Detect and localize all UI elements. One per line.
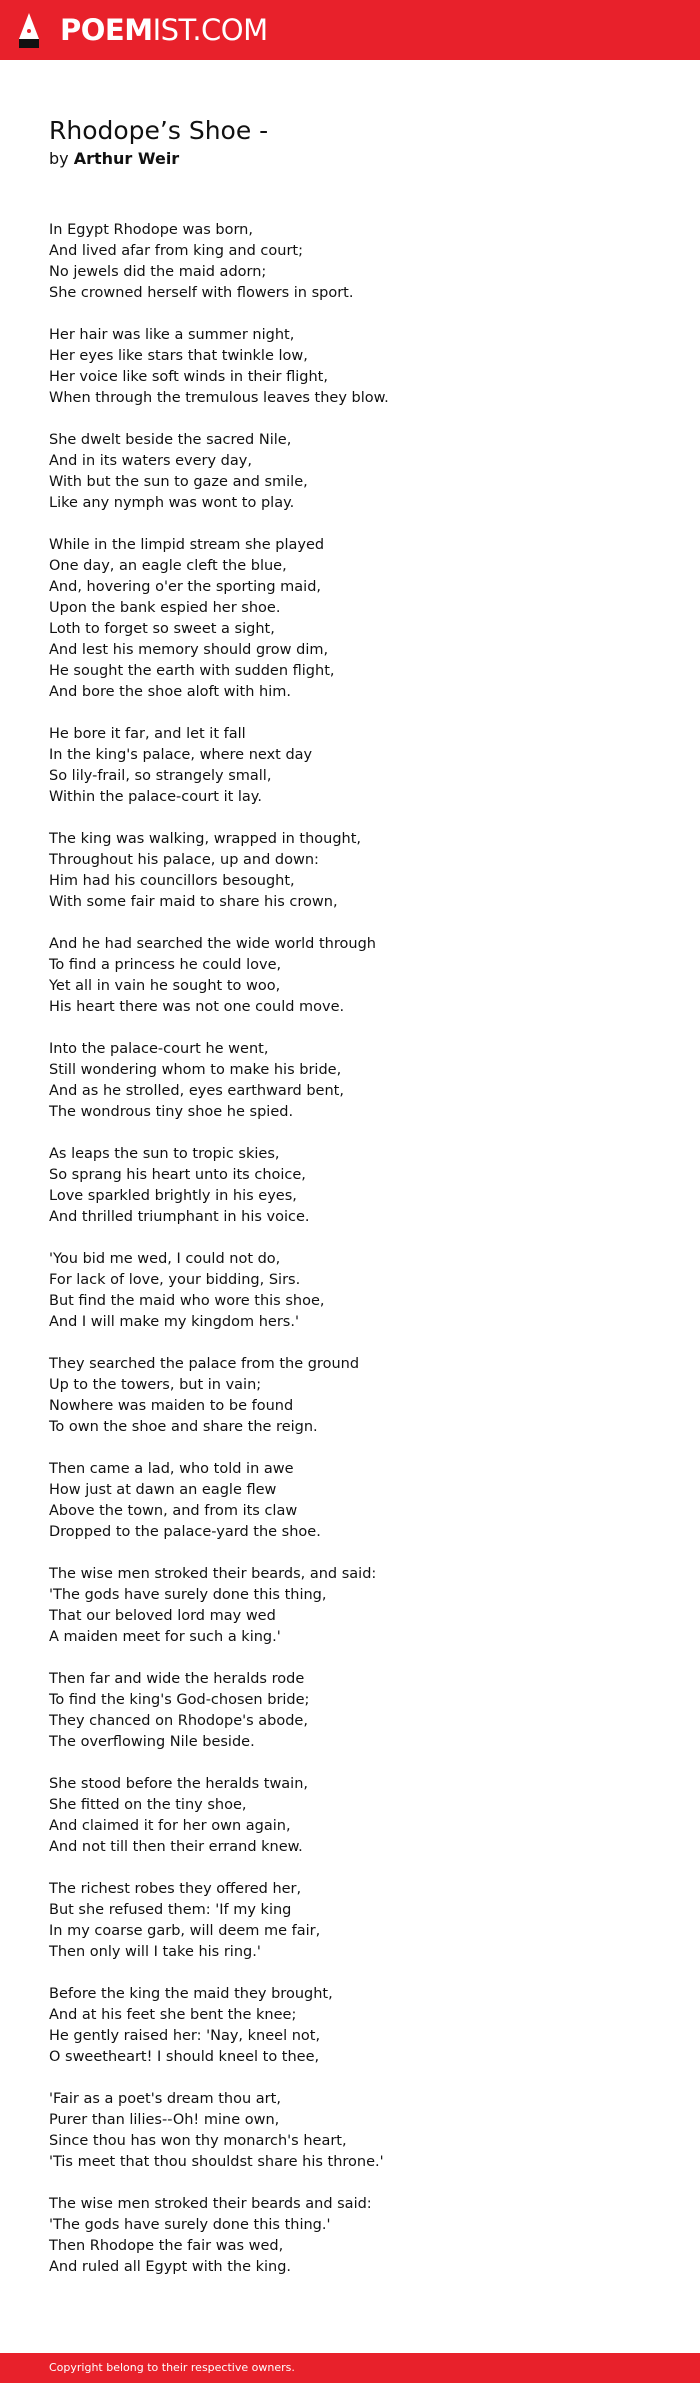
poem-body — [49, 220, 669, 2299]
poem-line: In my coarse garb, will deem me fair, — [49, 1923, 321, 1939]
poem-line: And not till then their errand knew. — [49, 1839, 303, 1855]
stanza — [49, 1669, 669, 1753]
logo-light-text: IST.COM — [152, 13, 268, 47]
stanza — [49, 2194, 669, 2278]
poem-line: Before the king the maid they brought, — [49, 1986, 333, 2002]
pen-nib-icon — [18, 12, 40, 48]
poem-line: 'The gods have surely done this thing, — [49, 1587, 327, 1603]
stanza — [49, 430, 669, 514]
stanza — [49, 829, 669, 913]
poem-line: His heart there was not one could move. — [49, 999, 345, 1015]
poem-line: But find the maid who wore this shoe, — [49, 1293, 325, 1309]
site-footer — [0, 2353, 700, 2383]
poem-line: In the king's palace, where next day — [49, 747, 313, 763]
poem-line: No jewels did the maid adorn; — [49, 264, 267, 280]
poem-line: Like any nymph was wont to play. — [49, 495, 295, 511]
poem-line: Above the town, and from its claw — [49, 1503, 298, 1519]
poem-line: As leaps the sun to tropic skies, — [49, 1146, 280, 1162]
poem-line: Him had his councillors besought, — [49, 873, 295, 889]
stanza — [49, 325, 669, 409]
poem-line: How just at dawn an eagle flew — [49, 1482, 277, 1498]
poem-line: She dwelt beside the sacred Nile, — [49, 432, 292, 448]
poem-line: Love sparkled brightly in his eyes, — [49, 1188, 297, 1204]
poem-title: Rhodope’s Shoe - — [49, 116, 269, 145]
stanza — [49, 724, 669, 808]
poem-line: And, hovering o'er the sporting maid, — [49, 579, 322, 595]
poem-line: And as he strolled, eyes earthward bent, — [49, 1083, 344, 1099]
poem-line: And lest his memory should grow dim, — [49, 642, 329, 658]
poem-line: In Egypt Rhodope was born, — [49, 222, 253, 238]
stanza — [49, 1879, 669, 1963]
poem-line: And I will make my kingdom hers.' — [49, 1314, 299, 1330]
poem-line: She fitted on the tiny shoe, — [49, 1797, 247, 1813]
poem-line: He sought the earth with sudden flight, — [49, 663, 335, 679]
poem-line: And thrilled triumphant in his voice. — [49, 1209, 310, 1225]
stanza — [49, 1144, 669, 1228]
poem-line: They chanced on Rhodope's abode, — [49, 1713, 308, 1729]
site-logo[interactable] — [60, 12, 268, 48]
poem-line: Her voice like soft winds in their flight, — [49, 369, 328, 385]
stanza — [49, 220, 669, 304]
byline — [49, 148, 179, 170]
poem-line: Then Rhodope the fair was wed, — [49, 2238, 284, 2254]
poem-line: With but the sun to gaze and smile, — [49, 474, 308, 490]
poem-line: Within the palace-court it lay. — [49, 789, 262, 805]
poem-line: 'Tis meet that thou shouldst share his throne.' — [49, 2154, 384, 2170]
poem-line: Then came a lad, who told in awe — [49, 1461, 294, 1477]
stanza — [49, 1249, 669, 1333]
poem-line: That our beloved lord may wed — [49, 1608, 276, 1624]
poem-line: With some fair maid to share his crown, — [49, 894, 338, 910]
stanza — [49, 1039, 669, 1123]
poem-line: Then only will I take his ring.' — [49, 1944, 261, 1960]
poem-line: And ruled all Egypt with the king. — [49, 2259, 292, 2275]
poem-line: Her hair was like a summer night, — [49, 327, 295, 343]
poem-line: To find a princess he could love, — [49, 957, 282, 973]
poem-line: Since thou has won thy monarch's heart, — [49, 2133, 347, 2149]
poem-line: 'The gods have surely done this thing.' — [49, 2217, 331, 2233]
poem-line: Into the palace-court he went, — [49, 1041, 269, 1057]
poem-line: And he had searched the wide world through — [49, 936, 376, 952]
poem-line: Her eyes like stars that twinkle low, — [49, 348, 308, 364]
poem-line: Throughout his palace, up and down: — [49, 852, 319, 868]
poem-line: 'Fair as a poet's dream thou art, — [49, 2091, 281, 2107]
poem-line: And lived afar from king and court; — [49, 243, 303, 259]
poem-line: The wondrous tiny shoe he spied. — [49, 1104, 294, 1120]
stanza — [49, 1564, 669, 1648]
poem-line: The wise men stroked their beards and said: — [49, 2196, 372, 2212]
poem-line: She crowned herself with flowers in sport. — [49, 285, 354, 301]
poem-line: Still wondering whom to make his bride, — [49, 1062, 342, 1078]
poem-line: The richest robes they offered her, — [49, 1881, 302, 1897]
poem-line: To find the king's God-chosen bride; — [49, 1692, 310, 1708]
poem-line: A maiden meet for such a king.' — [49, 1629, 281, 1645]
poem-line: Nowhere was maiden to be found — [49, 1398, 294, 1414]
poem-line: Dropped to the palace-yard the shoe. — [49, 1524, 321, 1540]
poem-line: And bore the shoe aloft with him. — [49, 684, 291, 700]
author-name: Arthur Weir — [73, 149, 180, 168]
poem-line: For lack of love, your bidding, Sirs. — [49, 1272, 301, 1288]
poem-line: And claimed it for her own again, — [49, 1818, 291, 1834]
poem-line: Upon the bank espied her shoe. — [49, 600, 281, 616]
poem-line: But she refused them: 'If my king — [49, 1902, 292, 1918]
poem-line: While in the limpid stream she played — [49, 537, 325, 553]
poem-line: The king was walking, wrapped in thought, — [49, 831, 362, 847]
poem-line: Yet all in vain he sought to woo, — [49, 978, 281, 994]
by-label: by — [49, 149, 69, 168]
logo-bold-text: POEM — [60, 13, 153, 47]
stanza — [49, 2089, 669, 2173]
poem-line: Loth to forget so sweet a sight, — [49, 621, 275, 637]
poem-line: And in its waters every day, — [49, 453, 252, 469]
poem-line: And at his feet she bent the knee; — [49, 2007, 297, 2023]
poem-line: They searched the palace from the ground — [49, 1356, 360, 1372]
stanza — [49, 934, 669, 1018]
copyright-text: Copyright belong to their respective owners. — [49, 2361, 295, 2374]
stanza — [49, 1354, 669, 1438]
poem-line: Then far and wide the heralds rode — [49, 1671, 305, 1687]
poem-line: One day, an eagle cleft the blue, — [49, 558, 287, 574]
poem-line: So sprang his heart unto its choice, — [49, 1167, 306, 1183]
poem-line: She stood before the heralds twain, — [49, 1776, 309, 1792]
stanza — [49, 1984, 669, 2068]
poem-line: He gently raised her: 'Nay, kneel not, — [49, 2028, 321, 2044]
poem-line: Up to the towers, but in vain; — [49, 1377, 262, 1393]
stanza — [49, 1459, 669, 1543]
poem-line: Purer than lilies--Oh! mine own, — [49, 2112, 280, 2128]
poem-line: When through the tremulous leaves they blow. — [49, 390, 389, 406]
poem-line: 'You bid me wed, I could not do, — [49, 1251, 281, 1267]
poem-line: The overflowing Nile beside. — [49, 1734, 255, 1750]
poem-line: So lily-frail, so strangely small, — [49, 768, 272, 784]
poem-line: The wise men stroked their beards, and said: — [49, 1566, 377, 1582]
site-header — [0, 0, 700, 60]
poem-line: O sweetheart! I should kneel to thee, — [49, 2049, 320, 2065]
stanza — [49, 1774, 669, 1858]
poem-line: He bore it far, and let it fall — [49, 726, 246, 742]
poem-line: To own the shoe and share the reign. — [49, 1419, 318, 1435]
stanza — [49, 535, 669, 703]
